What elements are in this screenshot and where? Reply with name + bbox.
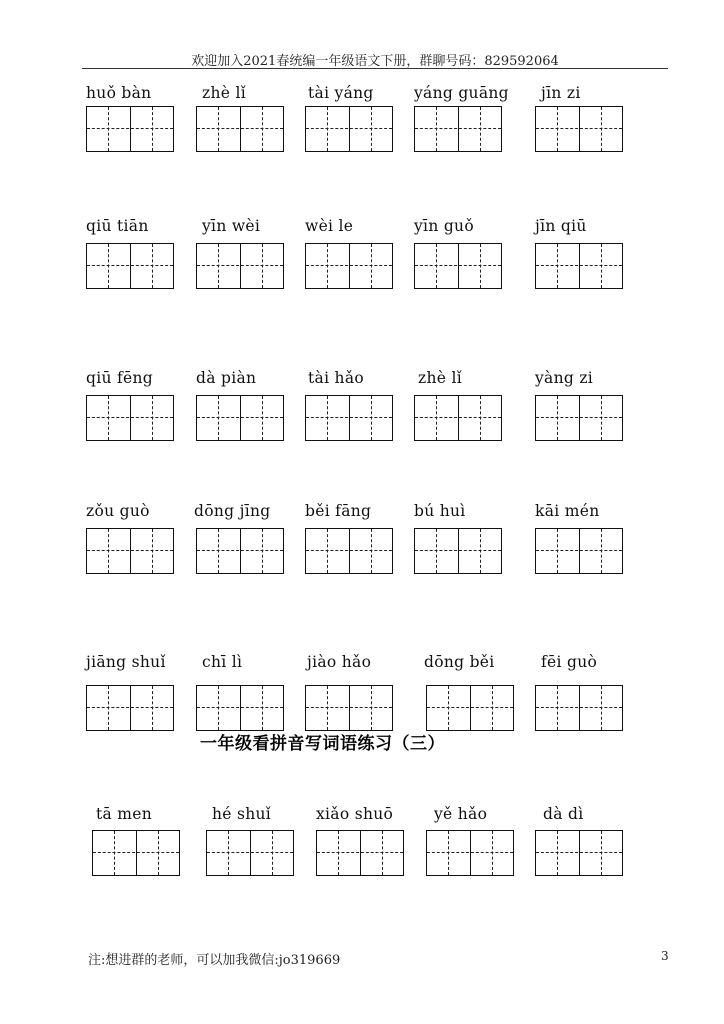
pinyin-label: zhè lǐ xyxy=(418,369,462,387)
grid-divider xyxy=(458,529,459,573)
grid-guide-horizontal xyxy=(197,128,283,129)
grid-divider xyxy=(130,529,131,573)
pinyin-label: tài hǎo xyxy=(308,369,365,387)
grid-guide-vertical xyxy=(262,529,263,573)
grid-guide-vertical xyxy=(601,396,602,440)
grid-guide-vertical xyxy=(158,831,159,875)
pinyin-label: jiāng shuǐ xyxy=(86,653,166,671)
pinyin-label: hé shuǐ xyxy=(212,805,272,823)
writing-grid[interactable] xyxy=(305,685,393,731)
writing-grid[interactable] xyxy=(414,395,502,441)
grid-guide-horizontal xyxy=(306,707,392,708)
grid-guide-vertical xyxy=(557,244,558,288)
grid-divider xyxy=(579,686,580,730)
section-title: 一年级看拼音写词语练习（三） xyxy=(200,734,445,754)
pinyin-label: dōng jīng xyxy=(194,502,271,520)
writing-grid[interactable] xyxy=(535,685,623,731)
grid-guide-vertical xyxy=(601,244,602,288)
grid-divider xyxy=(360,831,361,875)
writing-grid[interactable] xyxy=(414,528,502,574)
grid-guide-horizontal xyxy=(87,550,173,551)
grid-guide-vertical xyxy=(448,831,449,875)
grid-guide-vertical xyxy=(557,396,558,440)
grid-divider xyxy=(349,686,350,730)
writing-grid[interactable] xyxy=(414,106,502,152)
header-rule xyxy=(82,68,668,69)
grid-divider xyxy=(470,686,471,730)
grid-guide-vertical xyxy=(218,396,219,440)
writing-grid[interactable] xyxy=(535,830,623,876)
writing-grid[interactable] xyxy=(196,528,284,574)
grid-divider xyxy=(458,396,459,440)
pinyin-label: dà piàn xyxy=(196,369,257,387)
pinyin-label: yě hǎo xyxy=(434,805,488,823)
grid-divider xyxy=(579,107,580,151)
pinyin-label: zhè lǐ xyxy=(202,84,246,102)
grid-guide-horizontal xyxy=(197,707,283,708)
writing-grid[interactable] xyxy=(86,243,174,289)
writing-grid[interactable] xyxy=(305,243,393,289)
grid-guide-vertical xyxy=(108,244,109,288)
grid-guide-vertical xyxy=(601,529,602,573)
pinyin-label: yīn guǒ xyxy=(414,217,474,235)
pinyin-label: kāi mén xyxy=(535,502,600,520)
grid-guide-vertical xyxy=(327,529,328,573)
grid-guide-vertical xyxy=(436,529,437,573)
grid-guide-vertical xyxy=(152,244,153,288)
grid-guide-horizontal xyxy=(415,265,501,266)
writing-grid[interactable] xyxy=(196,395,284,441)
grid-guide-horizontal xyxy=(207,852,293,853)
grid-guide-vertical xyxy=(152,686,153,730)
writing-grid[interactable] xyxy=(535,106,623,152)
grid-guide-horizontal xyxy=(536,265,622,266)
grid-divider xyxy=(130,107,131,151)
grid-guide-vertical xyxy=(371,396,372,440)
grid-divider xyxy=(470,831,471,875)
grid-divider xyxy=(240,244,241,288)
grid-guide-horizontal xyxy=(197,417,283,418)
writing-grid[interactable] xyxy=(86,106,174,152)
pinyin-label: tā men xyxy=(96,805,153,823)
writing-grid[interactable] xyxy=(316,830,404,876)
grid-guide-vertical xyxy=(327,396,328,440)
pinyin-label: jīn qiū xyxy=(535,217,587,235)
grid-guide-vertical xyxy=(557,831,558,875)
grid-guide-vertical xyxy=(108,107,109,151)
grid-guide-vertical xyxy=(371,686,372,730)
grid-guide-vertical xyxy=(557,686,558,730)
grid-divider xyxy=(458,244,459,288)
grid-divider xyxy=(349,396,350,440)
grid-guide-vertical xyxy=(480,244,481,288)
grid-guide-vertical xyxy=(218,244,219,288)
grid-guide-horizontal xyxy=(197,550,283,551)
grid-guide-vertical xyxy=(152,107,153,151)
pinyin-label: jiào hǎo xyxy=(307,653,372,671)
grid-divider xyxy=(349,529,350,573)
grid-guide-vertical xyxy=(601,107,602,151)
grid-guide-horizontal xyxy=(415,128,501,129)
pinyin-label: chī lì xyxy=(202,653,243,671)
pinyin-label: fēi guò xyxy=(541,653,598,671)
grid-guide-vertical xyxy=(601,831,602,875)
grid-divider xyxy=(250,831,251,875)
grid-guide-horizontal xyxy=(427,852,513,853)
grid-divider xyxy=(240,686,241,730)
grid-guide-horizontal xyxy=(415,550,501,551)
pinyin-label: yáng guāng xyxy=(414,84,509,102)
grid-guide-vertical xyxy=(262,107,263,151)
grid-guide-horizontal xyxy=(87,417,173,418)
pinyin-label: qiū tiān xyxy=(86,217,149,235)
pinyin-label: yīn wèi xyxy=(202,217,261,235)
footer-note: 注:想进群的老师，可以加我微信:jo319669 xyxy=(88,953,341,968)
grid-guide-horizontal xyxy=(93,852,179,853)
grid-divider xyxy=(579,831,580,875)
grid-guide-vertical xyxy=(108,529,109,573)
page-header: 欢迎加入2021春统编一年级语文下册，群聊号码：829592064 xyxy=(191,54,559,69)
pinyin-label: dōng běi xyxy=(424,653,495,671)
grid-guide-vertical xyxy=(557,529,558,573)
grid-guide-horizontal xyxy=(536,707,622,708)
grid-guide-horizontal xyxy=(306,550,392,551)
grid-guide-vertical xyxy=(480,529,481,573)
grid-divider xyxy=(130,244,131,288)
grid-divider xyxy=(579,529,580,573)
writing-grid[interactable] xyxy=(86,395,174,441)
grid-guide-horizontal xyxy=(536,852,622,853)
pinyin-label: qiū fēng xyxy=(86,369,154,387)
grid-guide-horizontal xyxy=(536,128,622,129)
grid-guide-vertical xyxy=(338,831,339,875)
grid-guide-vertical xyxy=(327,686,328,730)
grid-divider xyxy=(458,107,459,151)
writing-grid[interactable] xyxy=(196,243,284,289)
grid-guide-vertical xyxy=(272,831,273,875)
grid-guide-horizontal xyxy=(306,417,392,418)
grid-guide-vertical xyxy=(108,686,109,730)
writing-grid[interactable] xyxy=(305,395,393,441)
writing-grid[interactable] xyxy=(196,106,284,152)
pinyin-label: wèi le xyxy=(305,217,354,235)
grid-guide-vertical xyxy=(436,244,437,288)
grid-divider xyxy=(579,244,580,288)
grid-divider xyxy=(130,686,131,730)
pinyin-label: jīn zi xyxy=(541,84,581,102)
pinyin-label: huǒ bàn xyxy=(86,84,152,102)
grid-guide-horizontal xyxy=(306,265,392,266)
grid-divider xyxy=(136,831,137,875)
pinyin-label: yàng zi xyxy=(535,369,594,387)
writing-grid[interactable] xyxy=(535,395,623,441)
grid-guide-horizontal xyxy=(536,417,622,418)
writing-grid[interactable] xyxy=(92,830,180,876)
grid-guide-vertical xyxy=(228,831,229,875)
pinyin-label: xiǎo shuō xyxy=(316,805,394,823)
grid-guide-vertical xyxy=(262,244,263,288)
grid-divider xyxy=(240,107,241,151)
grid-guide-horizontal xyxy=(427,707,513,708)
grid-guide-vertical xyxy=(492,686,493,730)
writing-grid[interactable] xyxy=(206,830,294,876)
pinyin-label: tài yáng xyxy=(308,84,374,102)
grid-guide-vertical xyxy=(601,686,602,730)
grid-guide-horizontal xyxy=(415,417,501,418)
grid-guide-vertical xyxy=(557,107,558,151)
grid-divider xyxy=(240,529,241,573)
grid-divider xyxy=(349,244,350,288)
grid-divider xyxy=(130,396,131,440)
pinyin-label: běi fāng xyxy=(305,502,372,520)
grid-guide-vertical xyxy=(114,831,115,875)
writing-grid[interactable] xyxy=(535,528,623,574)
grid-guide-horizontal xyxy=(536,550,622,551)
grid-guide-vertical xyxy=(492,831,493,875)
writing-grid[interactable] xyxy=(426,830,514,876)
grid-guide-vertical xyxy=(218,686,219,730)
grid-guide-vertical xyxy=(436,396,437,440)
writing-grid[interactable] xyxy=(535,243,623,289)
writing-grid[interactable] xyxy=(414,243,502,289)
pinyin-label: bú huì xyxy=(414,502,466,520)
grid-guide-horizontal xyxy=(197,265,283,266)
grid-guide-horizontal xyxy=(87,128,173,129)
writing-grid[interactable] xyxy=(86,528,174,574)
grid-guide-vertical xyxy=(218,107,219,151)
grid-guide-vertical xyxy=(152,529,153,573)
grid-guide-vertical xyxy=(480,107,481,151)
grid-divider xyxy=(579,396,580,440)
writing-grid[interactable] xyxy=(426,685,514,731)
writing-grid[interactable] xyxy=(305,528,393,574)
writing-grid[interactable] xyxy=(305,106,393,152)
grid-guide-vertical xyxy=(448,686,449,730)
grid-guide-vertical xyxy=(152,396,153,440)
writing-grid[interactable] xyxy=(196,685,284,731)
grid-guide-vertical xyxy=(262,686,263,730)
grid-guide-vertical xyxy=(382,831,383,875)
grid-divider xyxy=(240,396,241,440)
grid-guide-vertical xyxy=(108,396,109,440)
grid-divider xyxy=(349,107,350,151)
grid-guide-vertical xyxy=(371,244,372,288)
grid-guide-vertical xyxy=(371,107,372,151)
grid-guide-horizontal xyxy=(87,707,173,708)
pinyin-label: zǒu guò xyxy=(86,502,150,520)
grid-guide-vertical xyxy=(436,107,437,151)
page-number: 3 xyxy=(661,949,669,963)
grid-guide-vertical xyxy=(262,396,263,440)
pinyin-label: dà dì xyxy=(543,805,584,823)
grid-guide-vertical xyxy=(327,107,328,151)
grid-guide-vertical xyxy=(480,396,481,440)
writing-grid[interactable] xyxy=(86,685,174,731)
grid-guide-vertical xyxy=(371,529,372,573)
grid-guide-horizontal xyxy=(87,265,173,266)
grid-guide-horizontal xyxy=(317,852,403,853)
grid-guide-vertical xyxy=(327,244,328,288)
grid-guide-vertical xyxy=(218,529,219,573)
grid-guide-horizontal xyxy=(306,128,392,129)
